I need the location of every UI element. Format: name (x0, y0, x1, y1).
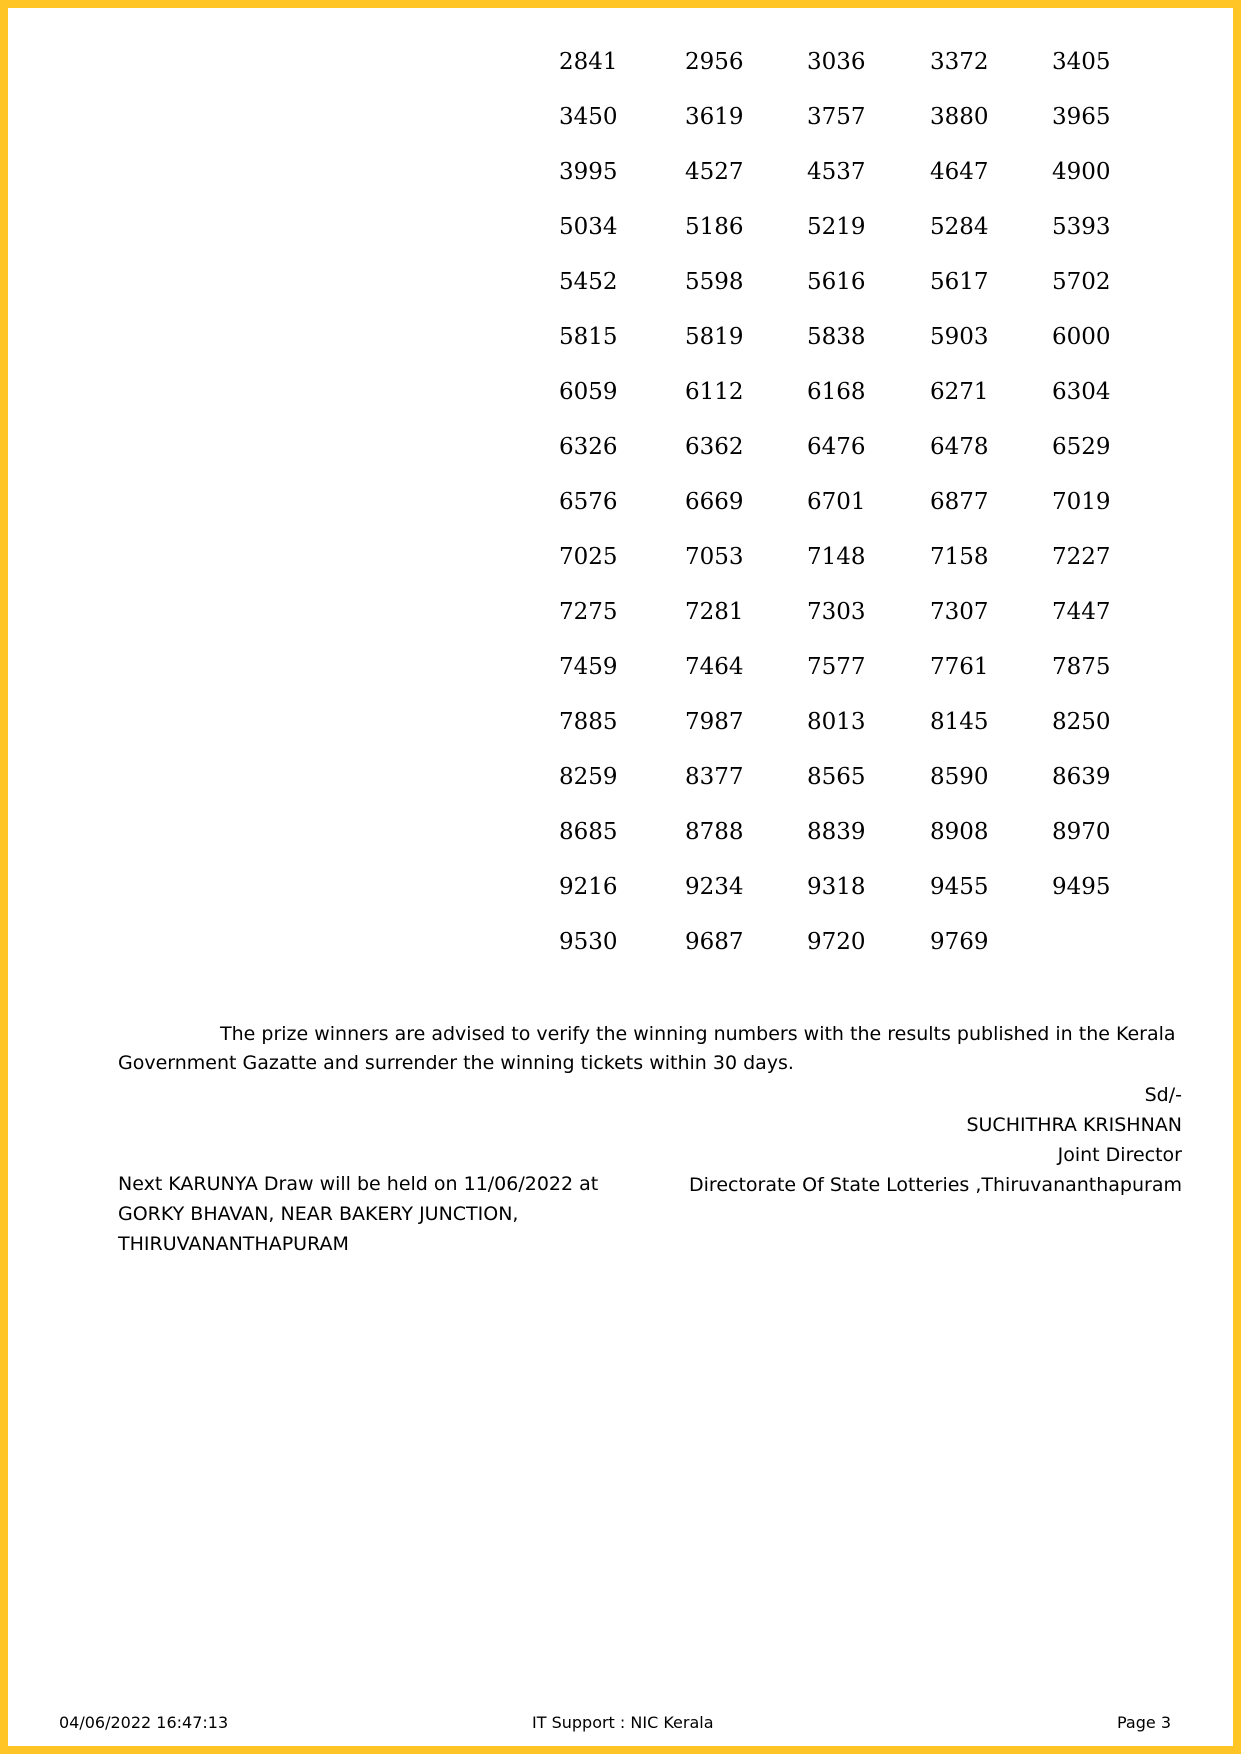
next-draw-line-1: Next KARUNYA Draw will be held on 11/06/2022 at (118, 1173, 599, 1195)
winning-number: 9216 (559, 874, 618, 900)
winning-number: 5903 (930, 324, 989, 350)
winning-number: 6059 (559, 379, 618, 405)
winning-number: 7275 (559, 599, 618, 625)
winning-number: 4900 (1052, 159, 1111, 185)
winning-number: 5219 (807, 214, 866, 240)
winning-number: 8377 (685, 764, 744, 790)
signatory-designation: Joint Director (1057, 1144, 1182, 1166)
signature-block (689, 1080, 1182, 1200)
winning-number: 3965 (1052, 104, 1111, 130)
winning-number: 9455 (930, 874, 989, 900)
winning-number: 8639 (1052, 764, 1111, 790)
winning-number: 8590 (930, 764, 989, 790)
notice-line-2: Government Gazatte and surrender the winning tickets within 30 days. (118, 1052, 794, 1074)
winning-number: 9234 (685, 874, 744, 900)
winning-number: 7875 (1052, 654, 1111, 680)
winning-number: 3372 (930, 49, 989, 75)
winning-number: 7885 (559, 709, 618, 735)
winning-number: 6476 (807, 434, 866, 460)
footer-timestamp: 04/06/2022 16:47:13 (59, 1713, 229, 1732)
winning-number: 6669 (685, 489, 744, 515)
winning-number: 8839 (807, 819, 866, 845)
winning-number: 8788 (685, 819, 744, 845)
winning-number: 6304 (1052, 379, 1111, 405)
winning-number: 7307 (930, 599, 989, 625)
winning-number: 8145 (930, 709, 989, 735)
winning-number: 4647 (930, 159, 989, 185)
winning-number: 5452 (559, 269, 618, 295)
winning-number: 8259 (559, 764, 618, 790)
winning-number: 4527 (685, 159, 744, 185)
winning-number: 5616 (807, 269, 866, 295)
winning-number: 9769 (930, 929, 989, 955)
winning-number: 6362 (685, 434, 744, 460)
winning-number: 5034 (559, 214, 618, 240)
winning-number: 2956 (685, 49, 744, 75)
winning-number: 5186 (685, 214, 744, 240)
winning-number: 9530 (559, 929, 618, 955)
winning-number: 5598 (685, 269, 744, 295)
winning-number: 5617 (930, 269, 989, 295)
winning-number: 3619 (685, 104, 744, 130)
winning-number: 6529 (1052, 434, 1111, 460)
winning-number: 7577 (807, 654, 866, 680)
notice-line-1: The prize winners are advised to verify the winning numbers with the results published in the Kerala (220, 1023, 1176, 1045)
signatory-office: Directorate Of State Lotteries ,Thiruvananthapuram (689, 1174, 1182, 1196)
next-draw-line-3: THIRUVANANTHAPURAM (118, 1233, 349, 1255)
winning-number: 7303 (807, 599, 866, 625)
winning-number: 3880 (930, 104, 989, 130)
winning-number: 6478 (930, 434, 989, 460)
winning-number: 3405 (1052, 49, 1111, 75)
next-draw-line-2: GORKY BHAVAN, NEAR BAKERY JUNCTION, (118, 1203, 519, 1225)
winning-number: 7281 (685, 599, 744, 625)
winning-number: 3995 (559, 159, 618, 185)
winning-number: 5838 (807, 324, 866, 350)
winning-number: 7464 (685, 654, 744, 680)
winning-number: 6576 (559, 489, 618, 515)
winning-number: 3036 (807, 49, 866, 75)
signature-sd: Sd/- (1144, 1084, 1182, 1106)
winning-number: 7227 (1052, 544, 1111, 570)
winning-number: 5819 (685, 324, 744, 350)
next-draw-block (118, 1169, 598, 1259)
winning-number: 7447 (1052, 599, 1111, 625)
winning-number: 6112 (685, 379, 744, 405)
winning-number: 6326 (559, 434, 618, 460)
winning-number: 7761 (930, 654, 989, 680)
winning-number: 8970 (1052, 819, 1111, 845)
signatory-name: SUCHITHRA KRISHNAN (966, 1114, 1182, 1136)
winning-number: 4537 (807, 159, 866, 185)
winning-number: 3757 (807, 104, 866, 130)
winning-number: 6877 (930, 489, 989, 515)
winning-number: 6000 (1052, 324, 1111, 350)
winning-number: 5815 (559, 324, 618, 350)
winning-number: 7148 (807, 544, 866, 570)
winning-number: 7019 (1052, 489, 1111, 515)
winning-number: 3450 (559, 104, 618, 130)
winning-number: 8685 (559, 819, 618, 845)
winning-number: 2841 (559, 49, 618, 75)
winning-number: 5393 (1052, 214, 1111, 240)
winning-number: 7053 (685, 544, 744, 570)
winning-number: 5702 (1052, 269, 1111, 295)
notice-paragraph (118, 1020, 1178, 1078)
winning-number: 7459 (559, 654, 618, 680)
winning-number: 8565 (807, 764, 866, 790)
winning-number: 5284 (930, 214, 989, 240)
winning-number: 6168 (807, 379, 866, 405)
winning-number: 9720 (807, 929, 866, 955)
footer-page-number: Page 3 (1117, 1713, 1171, 1732)
winning-number: 9495 (1052, 874, 1111, 900)
winning-number: 7025 (559, 544, 618, 570)
winning-number: 6701 (807, 489, 866, 515)
winning-number: 8013 (807, 709, 866, 735)
footer-it-support: IT Support : NIC Kerala (532, 1713, 714, 1732)
winning-number: 8908 (930, 819, 989, 845)
winning-number: 7158 (930, 544, 989, 570)
winning-number: 9318 (807, 874, 866, 900)
winning-number: 6271 (930, 379, 989, 405)
winning-number: 8250 (1052, 709, 1111, 735)
winning-number: 7987 (685, 709, 744, 735)
winning-number: 9687 (685, 929, 744, 955)
